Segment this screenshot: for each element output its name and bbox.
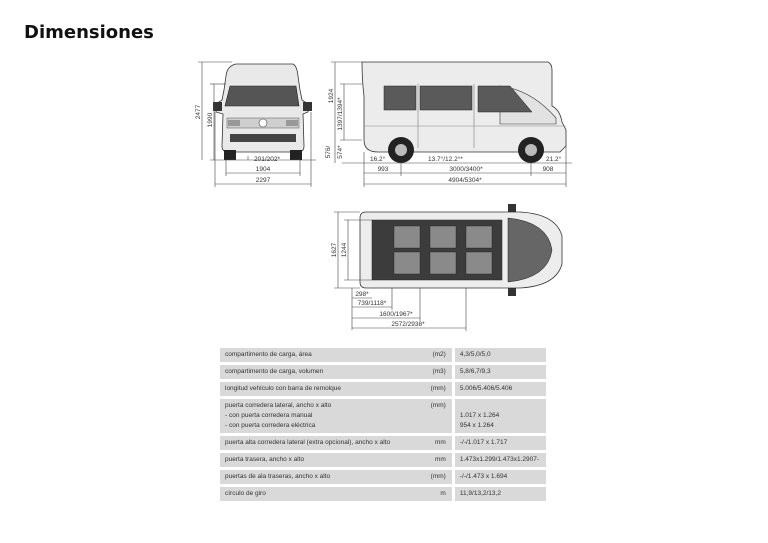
side-length-front-overhang: 908 bbox=[542, 166, 554, 173]
table-row bbox=[220, 436, 546, 450]
table-row bbox=[220, 365, 546, 379]
front-width-track: 1904 bbox=[255, 166, 271, 173]
spec-label: longitud vehículo con barra de remolque bbox=[220, 382, 420, 396]
side-height-total: 1924 bbox=[328, 88, 335, 104]
spec-value: 5,8/6,7/9,3 bbox=[455, 365, 546, 379]
spec-label-sub: - con puerta corredera eléctrica bbox=[225, 422, 316, 429]
front-height-roof: 1990 bbox=[207, 112, 214, 128]
side-angle-rear: 16.2° bbox=[370, 156, 386, 163]
table-row bbox=[220, 348, 546, 362]
spec-label-main: puerta corredera lateral, ancho x alto bbox=[225, 402, 332, 409]
front-view-drawing bbox=[195, 62, 316, 187]
spec-value: 1.473x1.299/1.473x1.2907- bbox=[455, 453, 546, 467]
side-length-total: 4904/5304* bbox=[448, 177, 482, 184]
side-length-wheelbase: 3000/3400* bbox=[449, 166, 483, 173]
top-view-drawing bbox=[331, 204, 562, 331]
spec-value-sub: 954 x 1.264 bbox=[459, 422, 494, 429]
spec-unit: mm bbox=[420, 436, 451, 450]
side-length-rear-overhang: 993 bbox=[377, 166, 389, 173]
table-row bbox=[220, 487, 546, 501]
table-row bbox=[220, 382, 546, 396]
spec-value: -/-/1.017 x 1.717 bbox=[455, 436, 546, 450]
spec-value-sub: 1.017 x 1.264 bbox=[459, 412, 500, 419]
side-angle-ramp: 13.7°/12.2°* bbox=[428, 156, 463, 163]
spec-unit: (mm) bbox=[420, 399, 451, 433]
spec-label: compartimento de carga, volumen bbox=[220, 365, 420, 379]
spec-label-sub: - con puerta corredera manual bbox=[225, 412, 313, 419]
side-height-interior: 1397/1394* bbox=[337, 97, 344, 131]
spec-unit: (mm) bbox=[420, 382, 451, 396]
page-title: Dimensiones bbox=[24, 22, 154, 43]
side-height-sill-alt: 574* bbox=[337, 145, 344, 159]
side-height-sill: 576/ bbox=[325, 145, 332, 159]
spec-unit: mm bbox=[420, 453, 451, 467]
spec-label: puerta trasera, ancho x alto bbox=[220, 453, 420, 467]
top-length-b: 739/1118* bbox=[357, 300, 387, 307]
spec-unit: (m2) bbox=[420, 348, 451, 362]
side-view-drawing bbox=[325, 62, 572, 187]
spec-value: 11,9/13,2/13,2 bbox=[455, 487, 546, 501]
spec-label bbox=[220, 399, 420, 433]
top-width-total: 1627 bbox=[331, 242, 338, 258]
spec-unit: (m3) bbox=[420, 365, 451, 379]
spec-value: -/-/1.473 x 1.694 bbox=[455, 470, 546, 484]
table-row bbox=[220, 399, 546, 433]
spec-label: compartimento de carga, área bbox=[220, 348, 420, 362]
front-height-total: 2477 bbox=[195, 104, 202, 120]
top-length-d: 2572/2938* bbox=[391, 321, 425, 328]
spec-value bbox=[455, 399, 546, 433]
spec-label: círculo de giro bbox=[220, 487, 420, 501]
table-row bbox=[220, 453, 546, 467]
side-angle-front: 21.2° bbox=[546, 156, 562, 163]
top-length-a: 298* bbox=[355, 291, 369, 298]
spec-value: 4,3/5,0/5,0 bbox=[455, 348, 546, 362]
spec-table bbox=[220, 345, 546, 504]
front-ground-clearance: 201/202* bbox=[254, 156, 281, 163]
spec-label: puertas de ala traseras, ancho x alto bbox=[220, 470, 420, 484]
spec-label: puerta alta corredera lateral (extra opcional), ancho x alto bbox=[220, 436, 420, 450]
top-width-interior: 1244 bbox=[341, 242, 348, 258]
spec-unit: m bbox=[420, 487, 451, 501]
front-width-mirrors: 2297 bbox=[255, 177, 271, 184]
spec-unit: (mm) bbox=[420, 470, 451, 484]
spec-value: 5.006/5.406/5.406 bbox=[455, 382, 546, 396]
top-length-c: 1600/1967* bbox=[379, 311, 413, 318]
table-row bbox=[220, 470, 546, 484]
